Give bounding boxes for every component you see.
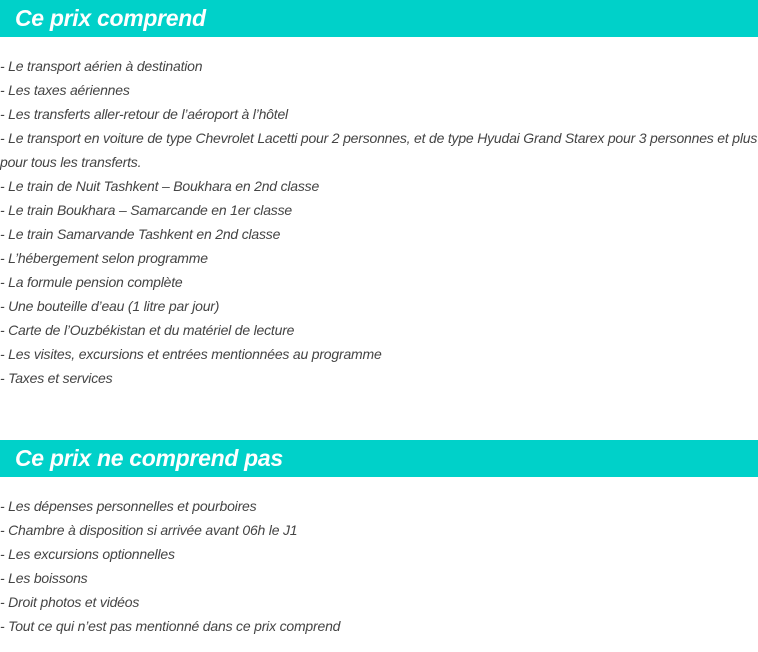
list-item: - Chambre à disposition si arrivée avant 06h le J1 <box>0 522 298 538</box>
list-item: - Carte de l’Ouzbékistan et du matériel de lecture <box>0 322 295 338</box>
list-item: - Le train Boukhara – Samarcande en 1er classe <box>0 202 292 218</box>
list-item: - Taxes et services <box>0 370 113 386</box>
list-item: - Les excursions optionnelles <box>0 546 175 562</box>
excluded-list <box>0 494 758 638</box>
excluded-header <box>0 440 758 477</box>
list-item: - Une bouteille d’eau (1 litre par jour) <box>0 298 220 314</box>
list-item: - Le transport aérien à destination <box>0 58 203 74</box>
included-list <box>0 54 758 390</box>
list-item: - Les boissons <box>0 570 88 586</box>
excluded-title: Ce prix ne comprend pas <box>15 445 283 471</box>
list-item: - Le train de Nuit Tashkent – Boukhara en 2nd classe <box>0 178 320 194</box>
list-item: - Tout ce qui n’est pas mentionné dans ce prix comprend <box>0 618 341 634</box>
list-item: - La formule pension complète <box>0 274 183 290</box>
list-item: - Les taxes aériennes <box>0 82 130 98</box>
list-item: - Le transport en voiture de type Chevrolet Lacetti pour 2 personnes, et de type Hyudai Grand Starex pour 3 personnes et plus pour tous les transferts. <box>0 130 758 170</box>
list-item: - Le train Samarvande Tashkent en 2nd classe <box>0 226 281 242</box>
list-item: - L’hébergement selon programme <box>0 250 208 266</box>
list-item: - Les dépenses personnelles et pourboires <box>0 498 257 514</box>
list-item: - Droit photos et vidéos <box>0 594 140 610</box>
list-item: - Les visites, excursions et entrées mentionnées au programme <box>0 346 382 362</box>
included-header <box>0 0 758 37</box>
list-item: - Les transferts aller-retour de l’aéroport à l’hôtel <box>0 106 288 122</box>
included-title: Ce prix comprend <box>15 5 206 31</box>
